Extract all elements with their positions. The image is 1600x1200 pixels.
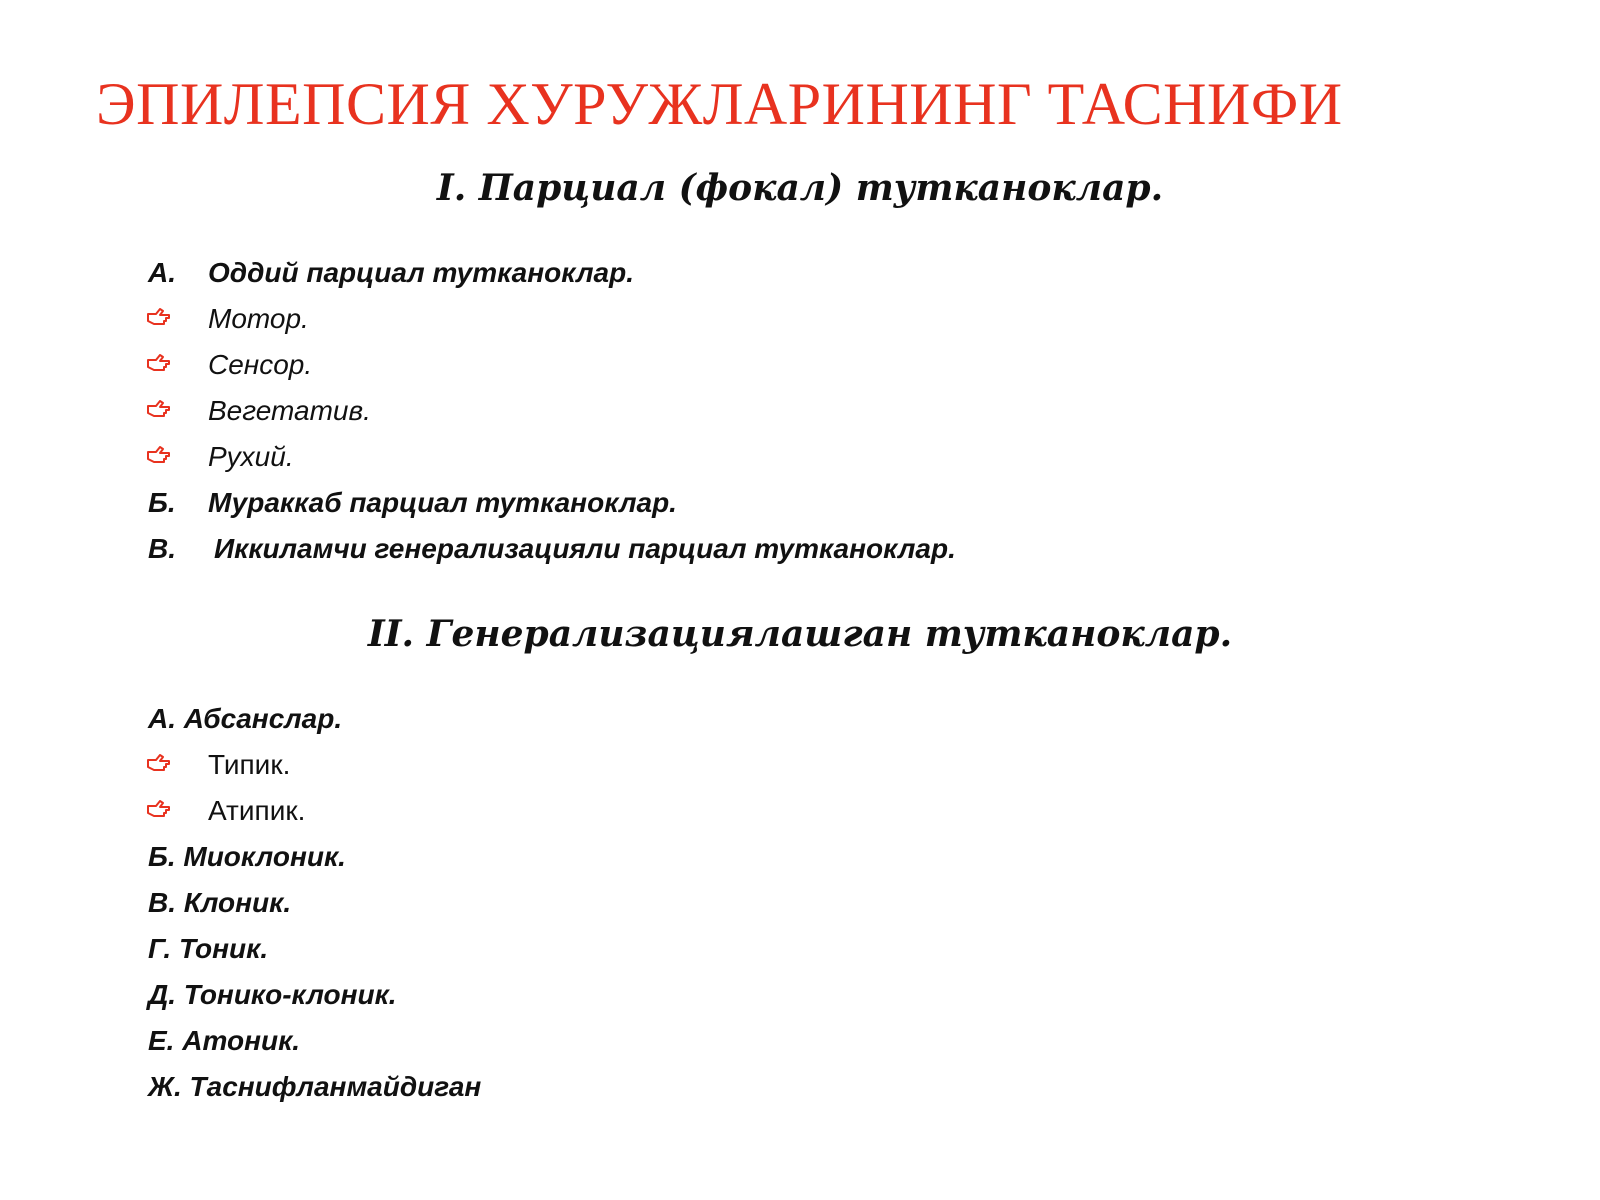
item-text: Мураккаб парциал тутканоклар. — [208, 487, 677, 518]
item-marker: В. — [148, 533, 176, 564]
bullet-text: Сенсор. — [208, 349, 313, 380]
pointing-hand-icon — [146, 798, 172, 820]
list-item-atonic: Е. Атоник. — [148, 1025, 301, 1056]
pointing-hand-icon — [146, 352, 172, 374]
section-heading-partial: I. Парциал (фокал) тутканоклар. — [436, 167, 1164, 209]
pointing-hand-icon — [146, 752, 172, 774]
item-text: Иккиламчи генерализацияли парциал тутканоклар. — [214, 533, 956, 564]
slide-title: ЭПИЛЕПСИЯ ХУРУЖЛАРИНИНГ ТАСНИФИ — [96, 71, 1343, 138]
pointing-hand-icon — [146, 444, 172, 466]
list-item-tonic-clonic: Д. Тонико-клоник. — [148, 979, 397, 1010]
pointing-hand-icon — [146, 306, 172, 328]
section-heading-generalized: II. Генерализациялашган тутканоклар. — [367, 613, 1233, 655]
list-item-clonic: В. Клоник. — [148, 887, 292, 918]
list-item-complex-partial — [148, 486, 677, 520]
bullet-text: Рухий. — [208, 441, 294, 472]
bullet-text: Атипик. — [208, 795, 306, 826]
item-marker: Б. — [148, 487, 176, 518]
item-text: Оддий парциал тутканоклар. — [208, 257, 635, 288]
list-item-tonic: Г. Тоник. — [148, 933, 269, 964]
item-marker: А. — [148, 257, 176, 288]
pointing-hand-icon — [146, 398, 172, 420]
list-item-myoclonic: Б. Миоклоник. — [148, 841, 346, 872]
list-item-secondary-generalized — [148, 532, 956, 566]
list-item-simple-partial — [148, 256, 634, 290]
bullet-text: Мотор. — [208, 303, 309, 334]
bullet-text: Типик. — [208, 749, 291, 780]
bullet-text: Вегетатив. — [208, 395, 371, 426]
list-item-absences: А. Абсанслар. — [148, 703, 343, 734]
list-item-unclassified: Ж. Таснифланмайдиган — [148, 1071, 482, 1102]
